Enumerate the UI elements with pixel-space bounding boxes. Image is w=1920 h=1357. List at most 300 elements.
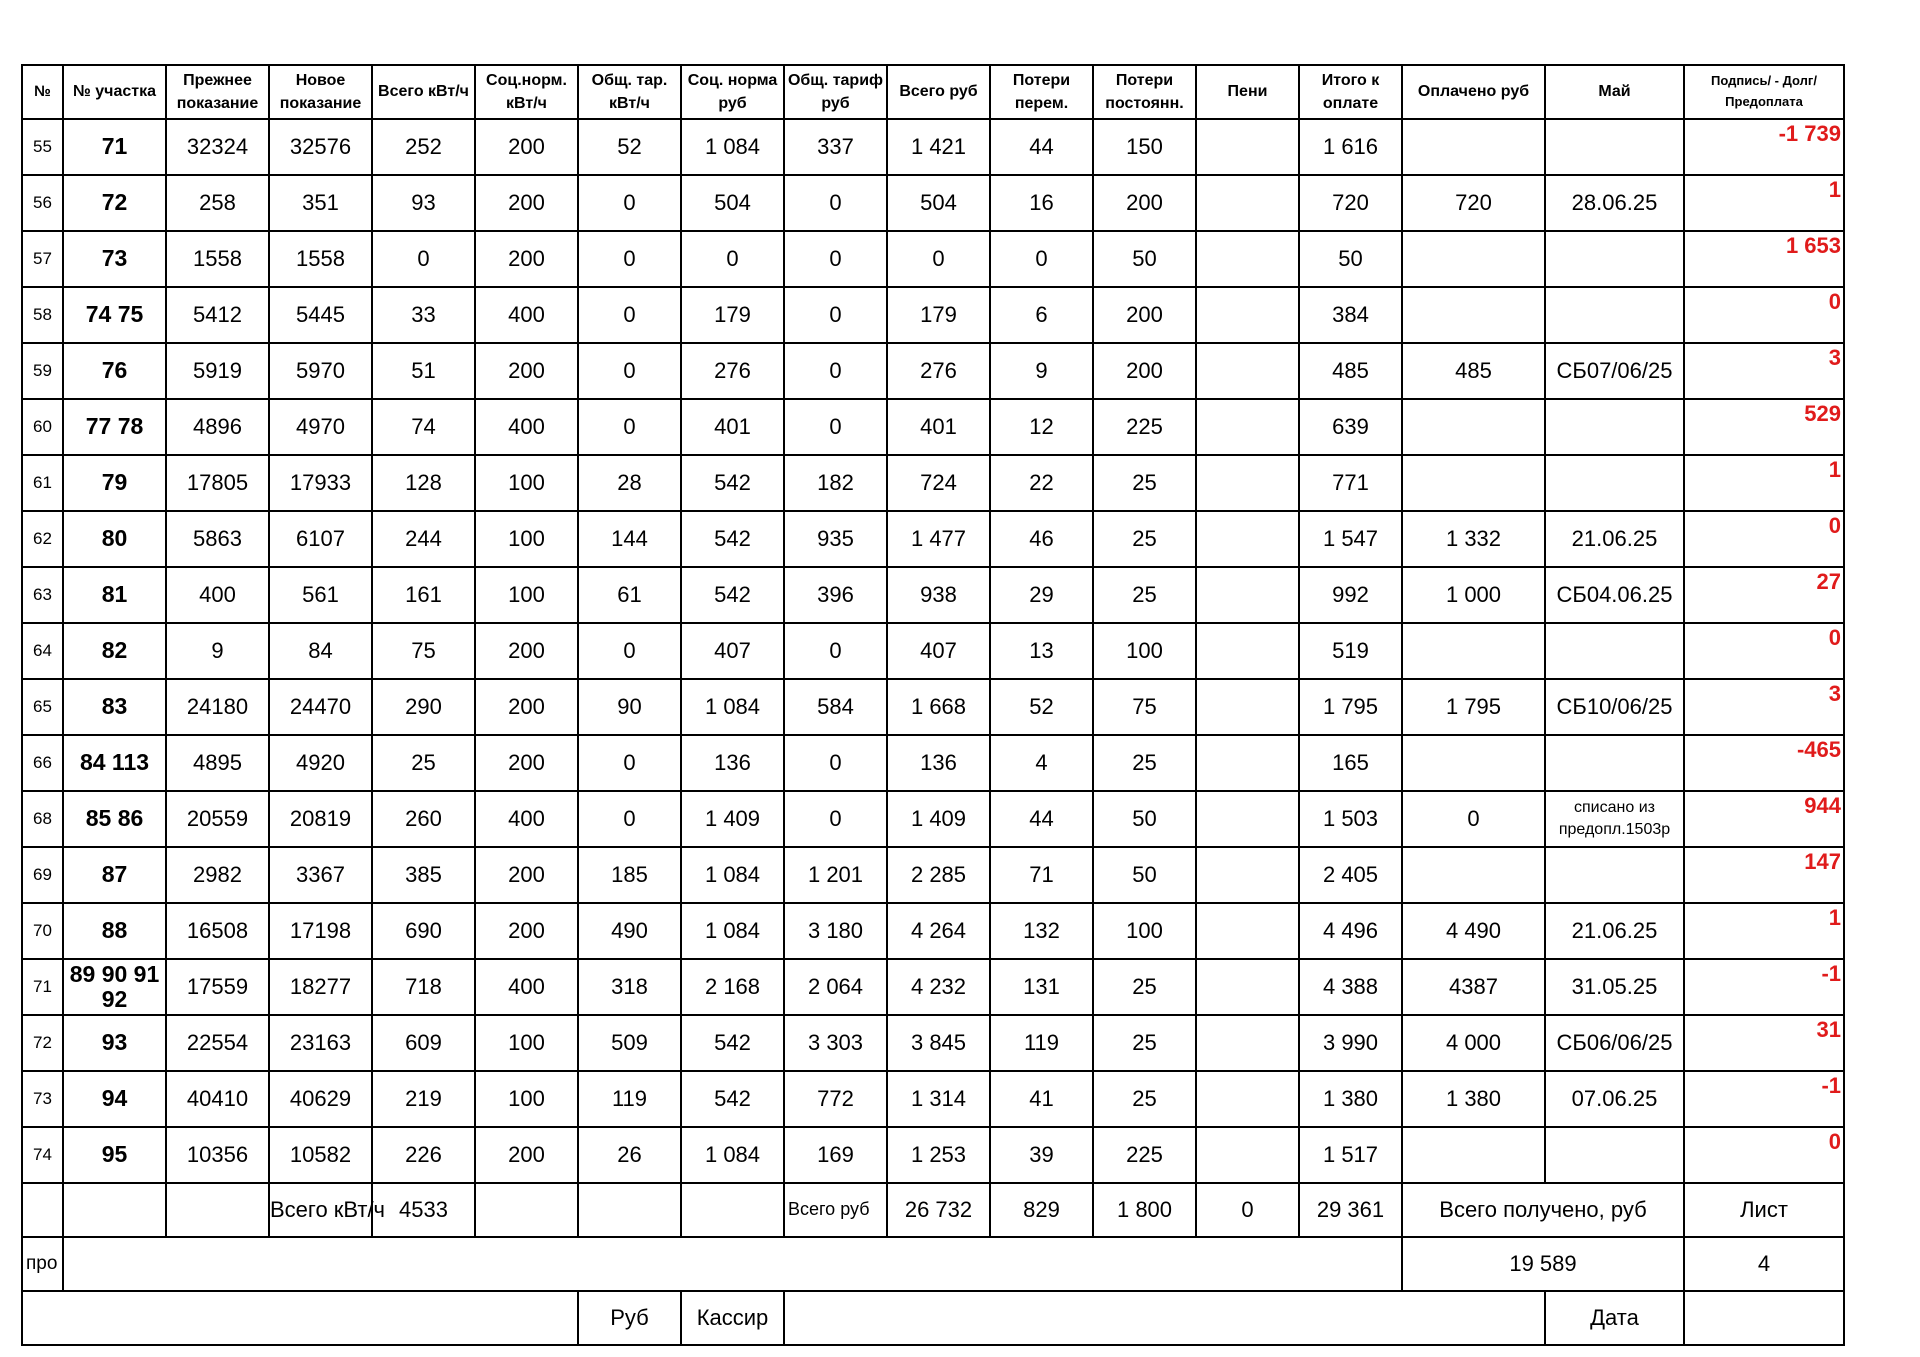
general-tariff-kwh: 0 [578, 623, 681, 679]
social-norm-rub: 136 [681, 735, 784, 791]
social-norm-kwh: 200 [475, 903, 578, 959]
previous-reading: 9 [166, 623, 269, 679]
social-norm-rub: 1 084 [681, 847, 784, 903]
general-tariff-kwh: 0 [578, 399, 681, 455]
total-kwh: 74 [372, 399, 475, 455]
losses-variable: 6 [990, 287, 1093, 343]
penalty [1196, 1127, 1299, 1183]
cashier-blank-left [22, 1291, 578, 1345]
social-norm-rub: 1 084 [681, 1127, 784, 1183]
social-norm-kwh: 400 [475, 791, 578, 847]
row-number: 65 [22, 679, 63, 735]
debt-prepayment: 0 [1684, 623, 1844, 679]
total-kwh: 75 [372, 623, 475, 679]
paid-rub: 4 000 [1402, 1015, 1545, 1071]
previous-reading: 17805 [166, 455, 269, 511]
table-row [22, 175, 1844, 231]
general-tariff-kwh: 144 [578, 511, 681, 567]
plot-number: 85 86 [63, 791, 166, 847]
totals-cell-empty [22, 1183, 63, 1237]
previous-reading: 32324 [166, 119, 269, 175]
social-norm-kwh: 200 [475, 1127, 578, 1183]
paid-rub: 4387 [1402, 959, 1545, 1015]
penalty [1196, 511, 1299, 567]
new-reading: 24470 [269, 679, 372, 735]
social-norm-rub: 542 [681, 511, 784, 567]
sheet-number: 4 [1684, 1237, 1844, 1291]
new-reading: 20819 [269, 791, 372, 847]
general-tariff-rub: 0 [784, 343, 887, 399]
general-tariff-kwh: 0 [578, 287, 681, 343]
total-kwh: 252 [372, 119, 475, 175]
total-kwh: 219 [372, 1071, 475, 1127]
table-row [22, 1015, 1844, 1071]
new-reading: 23163 [269, 1015, 372, 1071]
table-row [22, 791, 1844, 847]
total-rub: 938 [887, 567, 990, 623]
totals-cell-empty [475, 1183, 578, 1237]
general-tariff-rub: 3 180 [784, 903, 887, 959]
losses-constant: 200 [1093, 175, 1196, 231]
debt-prepayment: 3 [1684, 343, 1844, 399]
amount-due: 3 990 [1299, 1015, 1402, 1071]
amount-due: 485 [1299, 343, 1402, 399]
general-tariff-rub: 182 [784, 455, 887, 511]
total-rub: 276 [887, 343, 990, 399]
table-body [22, 119, 1844, 1183]
column-header: Итого к оплате [1299, 65, 1402, 119]
losses-constant: 25 [1093, 735, 1196, 791]
total-rub: 4 232 [887, 959, 990, 1015]
losses-variable: 132 [990, 903, 1093, 959]
previous-reading: 24180 [166, 679, 269, 735]
losses-variable: 22 [990, 455, 1093, 511]
debt-prepayment: 0 [1684, 1127, 1844, 1183]
plot-number: 76 [63, 343, 166, 399]
penalty [1196, 119, 1299, 175]
summary-row-label: про [22, 1237, 63, 1291]
row-number: 57 [22, 231, 63, 287]
general-tariff-kwh: 0 [578, 175, 681, 231]
column-header: № участка [63, 65, 166, 119]
column-header: Май [1545, 65, 1684, 119]
losses-constant: 25 [1093, 1015, 1196, 1071]
social-norm-kwh: 400 [475, 287, 578, 343]
total-rub-value: 26 732 [887, 1183, 990, 1237]
table-row [22, 231, 1844, 287]
plot-number: 73 [63, 231, 166, 287]
column-header: Соц. норма руб [681, 65, 784, 119]
plot-number: 83 [63, 679, 166, 735]
paid-rub [1402, 1127, 1545, 1183]
losses-constant: 50 [1093, 847, 1196, 903]
plot-number: 93 [63, 1015, 166, 1071]
table-row [22, 455, 1844, 511]
row-number: 66 [22, 735, 63, 791]
plot-number: 94 [63, 1071, 166, 1127]
summary-row [22, 1237, 1844, 1291]
total-rub: 407 [887, 623, 990, 679]
social-norm-kwh: 100 [475, 1015, 578, 1071]
penalty [1196, 1015, 1299, 1071]
total-rub: 504 [887, 175, 990, 231]
total-rub: 2 285 [887, 847, 990, 903]
total-kwh: 25 [372, 735, 475, 791]
losses-constant: 25 [1093, 959, 1196, 1015]
debt-prepayment: 529 [1684, 399, 1844, 455]
general-tariff-rub: 0 [784, 231, 887, 287]
paid-rub [1402, 399, 1545, 455]
row-number: 64 [22, 623, 63, 679]
previous-reading: 5919 [166, 343, 269, 399]
penalty [1196, 231, 1299, 287]
may-payment-date: 21.06.25 [1545, 903, 1684, 959]
social-norm-rub: 1 084 [681, 903, 784, 959]
debt-prepayment: 944 [1684, 791, 1844, 847]
social-norm-rub: 401 [681, 399, 784, 455]
column-header: Соц.норм. кВт/ч [475, 65, 578, 119]
social-norm-rub: 1 084 [681, 119, 784, 175]
total-kwh: 0 [372, 231, 475, 287]
previous-reading: 5412 [166, 287, 269, 343]
losses-variable: 9 [990, 343, 1093, 399]
paid-rub [1402, 119, 1545, 175]
amount-due: 720 [1299, 175, 1402, 231]
debt-prepayment: 1 [1684, 175, 1844, 231]
table-row [22, 119, 1844, 175]
row-number: 74 [22, 1127, 63, 1183]
total-kwh: 226 [372, 1127, 475, 1183]
total-kwh: 128 [372, 455, 475, 511]
total-loss-var-value: 829 [990, 1183, 1093, 1237]
paid-rub [1402, 847, 1545, 903]
losses-constant: 100 [1093, 903, 1196, 959]
plot-number: 87 [63, 847, 166, 903]
total-rub: 401 [887, 399, 990, 455]
general-tariff-rub: 0 [784, 791, 887, 847]
new-reading: 5970 [269, 343, 372, 399]
general-tariff-kwh: 185 [578, 847, 681, 903]
row-number: 60 [22, 399, 63, 455]
paid-rub: 1 000 [1402, 567, 1545, 623]
may-payment-date [1545, 1127, 1684, 1183]
general-tariff-kwh: 90 [578, 679, 681, 735]
may-payment-date: СБ10/06/25 [1545, 679, 1684, 735]
plot-number: 84 113 [63, 735, 166, 791]
general-tariff-rub: 3 303 [784, 1015, 887, 1071]
penalty [1196, 567, 1299, 623]
row-number: 55 [22, 119, 63, 175]
debt-prepayment: 27 [1684, 567, 1844, 623]
amount-due: 50 [1299, 231, 1402, 287]
general-tariff-kwh: 509 [578, 1015, 681, 1071]
total-rub: 1 314 [887, 1071, 990, 1127]
paid-rub [1402, 735, 1545, 791]
losses-constant: 25 [1093, 455, 1196, 511]
losses-constant: 50 [1093, 231, 1196, 287]
penalty [1196, 623, 1299, 679]
previous-reading: 4896 [166, 399, 269, 455]
losses-variable: 71 [990, 847, 1093, 903]
general-tariff-kwh: 28 [578, 455, 681, 511]
total-loss-const-value: 1 800 [1093, 1183, 1196, 1237]
general-tariff-rub: 337 [784, 119, 887, 175]
previous-reading: 40410 [166, 1071, 269, 1127]
social-norm-rub: 542 [681, 567, 784, 623]
may-payment-date [1545, 399, 1684, 455]
new-reading: 17198 [269, 903, 372, 959]
total-kwh: 609 [372, 1015, 475, 1071]
column-header: Всего руб [887, 65, 990, 119]
amount-due: 1 795 [1299, 679, 1402, 735]
amount-due: 639 [1299, 399, 1402, 455]
may-payment-date [1545, 455, 1684, 511]
total-rub: 136 [887, 735, 990, 791]
totals-cell-empty [63, 1183, 166, 1237]
row-number: 72 [22, 1015, 63, 1071]
total-rub: 1 409 [887, 791, 990, 847]
previous-reading: 400 [166, 567, 269, 623]
previous-reading: 20559 [166, 791, 269, 847]
totals-row [22, 1183, 1844, 1237]
losses-constant: 150 [1093, 119, 1196, 175]
social-norm-kwh: 200 [475, 231, 578, 287]
previous-reading: 17559 [166, 959, 269, 1015]
social-norm-kwh: 400 [475, 959, 578, 1015]
general-tariff-kwh: 490 [578, 903, 681, 959]
amount-due: 992 [1299, 567, 1402, 623]
social-norm-kwh: 100 [475, 455, 578, 511]
previous-reading: 2982 [166, 847, 269, 903]
table-row [22, 567, 1844, 623]
total-rub: 1 668 [887, 679, 990, 735]
date-label: Дата [1545, 1291, 1684, 1345]
new-reading: 32576 [269, 119, 372, 175]
penalty [1196, 455, 1299, 511]
plot-number: 89 90 91 92 [63, 959, 166, 1015]
amount-due: 4 496 [1299, 903, 1402, 959]
row-number: 71 [22, 959, 63, 1015]
plot-number: 77 78 [63, 399, 166, 455]
plot-number: 82 [63, 623, 166, 679]
social-norm-rub: 2 168 [681, 959, 784, 1015]
rub-label: Руб [578, 1291, 681, 1345]
plot-number: 95 [63, 1127, 166, 1183]
social-norm-kwh: 200 [475, 735, 578, 791]
plot-number: 88 [63, 903, 166, 959]
general-tariff-kwh: 26 [578, 1127, 681, 1183]
may-payment-date [1545, 287, 1684, 343]
paid-rub [1402, 455, 1545, 511]
cashier-row [22, 1291, 1844, 1345]
social-norm-kwh: 200 [475, 847, 578, 903]
row-number: 73 [22, 1071, 63, 1127]
total-to-pay-value: 29 361 [1299, 1183, 1402, 1237]
social-norm-rub: 179 [681, 287, 784, 343]
losses-variable: 41 [990, 1071, 1093, 1127]
may-payment-date [1545, 623, 1684, 679]
penalty [1196, 679, 1299, 735]
social-norm-rub: 1 409 [681, 791, 784, 847]
social-norm-rub: 276 [681, 343, 784, 399]
social-norm-rub: 407 [681, 623, 784, 679]
table-row [22, 343, 1844, 399]
losses-variable: 16 [990, 175, 1093, 231]
new-reading: 561 [269, 567, 372, 623]
losses-constant: 225 [1093, 1127, 1196, 1183]
paid-rub [1402, 231, 1545, 287]
general-tariff-rub: 935 [784, 511, 887, 567]
losses-variable: 29 [990, 567, 1093, 623]
general-tariff-rub: 169 [784, 1127, 887, 1183]
losses-variable: 131 [990, 959, 1093, 1015]
general-tariff-rub: 584 [784, 679, 887, 735]
new-reading: 3367 [269, 847, 372, 903]
plot-number: 72 [63, 175, 166, 231]
table-row [22, 623, 1844, 679]
losses-variable: 46 [990, 511, 1093, 567]
general-tariff-rub: 772 [784, 1071, 887, 1127]
general-tariff-rub: 396 [784, 567, 887, 623]
amount-due: 1 517 [1299, 1127, 1402, 1183]
plot-number: 71 [63, 119, 166, 175]
row-number: 68 [22, 791, 63, 847]
new-reading: 5445 [269, 287, 372, 343]
new-reading: 10582 [269, 1127, 372, 1183]
previous-reading: 16508 [166, 903, 269, 959]
general-tariff-kwh: 0 [578, 791, 681, 847]
losses-constant: 75 [1093, 679, 1196, 735]
penalty [1196, 399, 1299, 455]
table-row [22, 903, 1844, 959]
penalty [1196, 343, 1299, 399]
may-payment-date [1545, 735, 1684, 791]
amount-due: 519 [1299, 623, 1402, 679]
debt-prepayment: -1 [1684, 1071, 1844, 1127]
total-kwh-value: 4533 [372, 1183, 475, 1237]
social-norm-kwh: 200 [475, 119, 578, 175]
general-tariff-rub: 0 [784, 399, 887, 455]
total-kwh-label: Всего кВт/ч [269, 1183, 372, 1237]
may-payment-date: списано из предопл.1503р [1545, 791, 1684, 847]
new-reading: 17933 [269, 455, 372, 511]
amount-due: 2 405 [1299, 847, 1402, 903]
previous-reading: 1558 [166, 231, 269, 287]
amount-due: 384 [1299, 287, 1402, 343]
row-number: 63 [22, 567, 63, 623]
column-header: Подпись/ - Долг/Предоплата [1684, 65, 1844, 119]
total-rub: 1 421 [887, 119, 990, 175]
losses-constant: 25 [1093, 511, 1196, 567]
paid-rub: 485 [1402, 343, 1545, 399]
previous-reading: 5863 [166, 511, 269, 567]
new-reading: 6107 [269, 511, 372, 567]
debt-prepayment: -1 [1684, 959, 1844, 1015]
total-rub: 4 264 [887, 903, 990, 959]
social-norm-kwh: 100 [475, 1071, 578, 1127]
losses-constant: 225 [1093, 399, 1196, 455]
table-row [22, 679, 1844, 735]
paid-rub [1402, 287, 1545, 343]
debt-prepayment: 1 [1684, 455, 1844, 511]
general-tariff-kwh: 0 [578, 735, 681, 791]
may-payment-date: СБ06/06/25 [1545, 1015, 1684, 1071]
social-norm-rub: 1 084 [681, 679, 784, 735]
debt-prepayment: -1 739 [1684, 119, 1844, 175]
losses-variable: 13 [990, 623, 1093, 679]
row-number: 58 [22, 287, 63, 343]
amount-due: 1 503 [1299, 791, 1402, 847]
totals-cell-empty [578, 1183, 681, 1237]
table-row [22, 511, 1844, 567]
social-norm-kwh: 100 [475, 567, 578, 623]
general-tariff-kwh: 52 [578, 119, 681, 175]
paid-rub: 1 795 [1402, 679, 1545, 735]
plot-number: 74 75 [63, 287, 166, 343]
total-kwh: 385 [372, 847, 475, 903]
total-kwh: 718 [372, 959, 475, 1015]
column-header: Прежнее показание [166, 65, 269, 119]
general-tariff-kwh: 0 [578, 343, 681, 399]
new-reading: 18277 [269, 959, 372, 1015]
column-header: Оплачено руб [1402, 65, 1545, 119]
header-row [22, 65, 1844, 119]
penalty [1196, 175, 1299, 231]
column-header: Общ. тариф руб [784, 65, 887, 119]
new-reading: 351 [269, 175, 372, 231]
amount-due: 4 388 [1299, 959, 1402, 1015]
previous-reading: 258 [166, 175, 269, 231]
total-rub: 1 253 [887, 1127, 990, 1183]
column-header: Потери перем. [990, 65, 1093, 119]
general-tariff-rub: 0 [784, 735, 887, 791]
penalty [1196, 287, 1299, 343]
social-norm-rub: 504 [681, 175, 784, 231]
total-rub: 1 477 [887, 511, 990, 567]
losses-constant: 25 [1093, 567, 1196, 623]
amount-due: 165 [1299, 735, 1402, 791]
total-kwh: 161 [372, 567, 475, 623]
row-number: 62 [22, 511, 63, 567]
row-number: 59 [22, 343, 63, 399]
losses-constant: 50 [1093, 791, 1196, 847]
penalty [1196, 791, 1299, 847]
plot-number: 79 [63, 455, 166, 511]
may-payment-date [1545, 847, 1684, 903]
table-row [22, 1071, 1844, 1127]
paid-rub: 4 490 [1402, 903, 1545, 959]
penalty [1196, 1071, 1299, 1127]
paid-rub: 1 380 [1402, 1071, 1545, 1127]
total-rub-label: Всего руб [784, 1183, 887, 1237]
losses-variable: 44 [990, 791, 1093, 847]
total-kwh: 93 [372, 175, 475, 231]
total-kwh: 51 [372, 343, 475, 399]
total-rub: 179 [887, 287, 990, 343]
amount-due: 771 [1299, 455, 1402, 511]
may-payment-date: 28.06.25 [1545, 175, 1684, 231]
totals-cell-empty [166, 1183, 269, 1237]
row-number: 70 [22, 903, 63, 959]
general-tariff-kwh: 318 [578, 959, 681, 1015]
losses-variable: 52 [990, 679, 1093, 735]
penalty [1196, 847, 1299, 903]
total-received-label: Всего получено, руб [1402, 1183, 1684, 1237]
may-payment-date [1545, 119, 1684, 175]
column-header: Новое показание [269, 65, 372, 119]
new-reading: 4970 [269, 399, 372, 455]
debt-prepayment: 31 [1684, 1015, 1844, 1071]
